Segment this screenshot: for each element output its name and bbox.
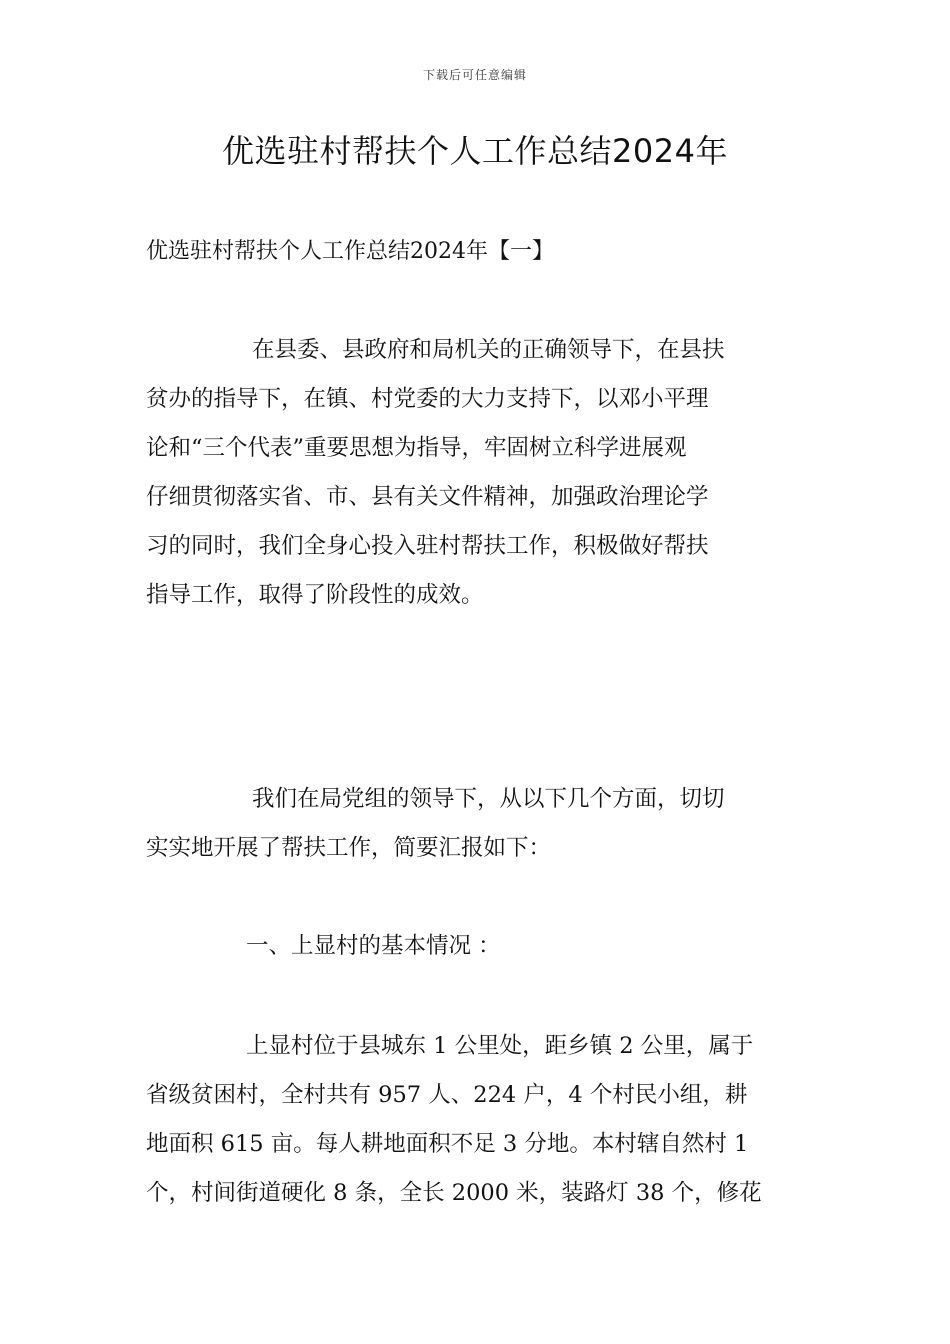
paragraph-line: 省级贫困村，全村共有 957 人、224 户，4 个村民小组，耕 [146,1082,748,1108]
paragraph-intro [146,326,808,620]
paragraph-line: 上显村位于县城东 1 公里处，距乡镇 2 公里，属于 [246,1033,754,1059]
document-title: 优选驻村帮扶个人工作总结2024年 [222,132,728,170]
paragraph-line: 实实地开展了帮扶工作，简要汇报如下： [146,835,552,861]
paragraph-overview [146,775,808,873]
paragraph-line: 地面积 615 亩。每人耕地面积不足 3 分地。本村辖自然村 1 [146,1131,749,1157]
paragraph-line: 我们在局党组的领导下，从以下几个方面，切切 [252,786,725,812]
paragraph-line: 在县委、县政府和局机关的正确领导下，在县扶 [252,337,725,363]
heading-line: 一、上显村的基本情况 ： [246,933,501,959]
paragraph-line: 个，村间街道硬化 8 条，全长 2000 米，装路灯 38 个，修花 [146,1180,762,1206]
paragraph-line: 贫办的指导下，在镇、村党委的大力支持下，以邓小平理 [146,386,709,412]
paragraph-line: 习的同时，我们全身心投入驻村帮扶工作，积极做好帮扶 [146,533,709,559]
paragraph-line: 论和“三个代表”重要思想为指导，牢固树立科学进展观 [146,435,687,461]
header-note: 下载后可任意编辑 [422,68,527,82]
section-subtitle: 优选驻村帮扶个人工作总结2024年【一】 [146,239,554,264]
paragraph-line: 仔细贯彻落实省、市、县有关文件精神，加强政治理论学 [146,484,709,510]
paragraph-line: 指导工作，取得了阶段性的成效。 [146,582,484,608]
section-heading [146,922,808,971]
paragraph-village-info [146,1022,808,1218]
